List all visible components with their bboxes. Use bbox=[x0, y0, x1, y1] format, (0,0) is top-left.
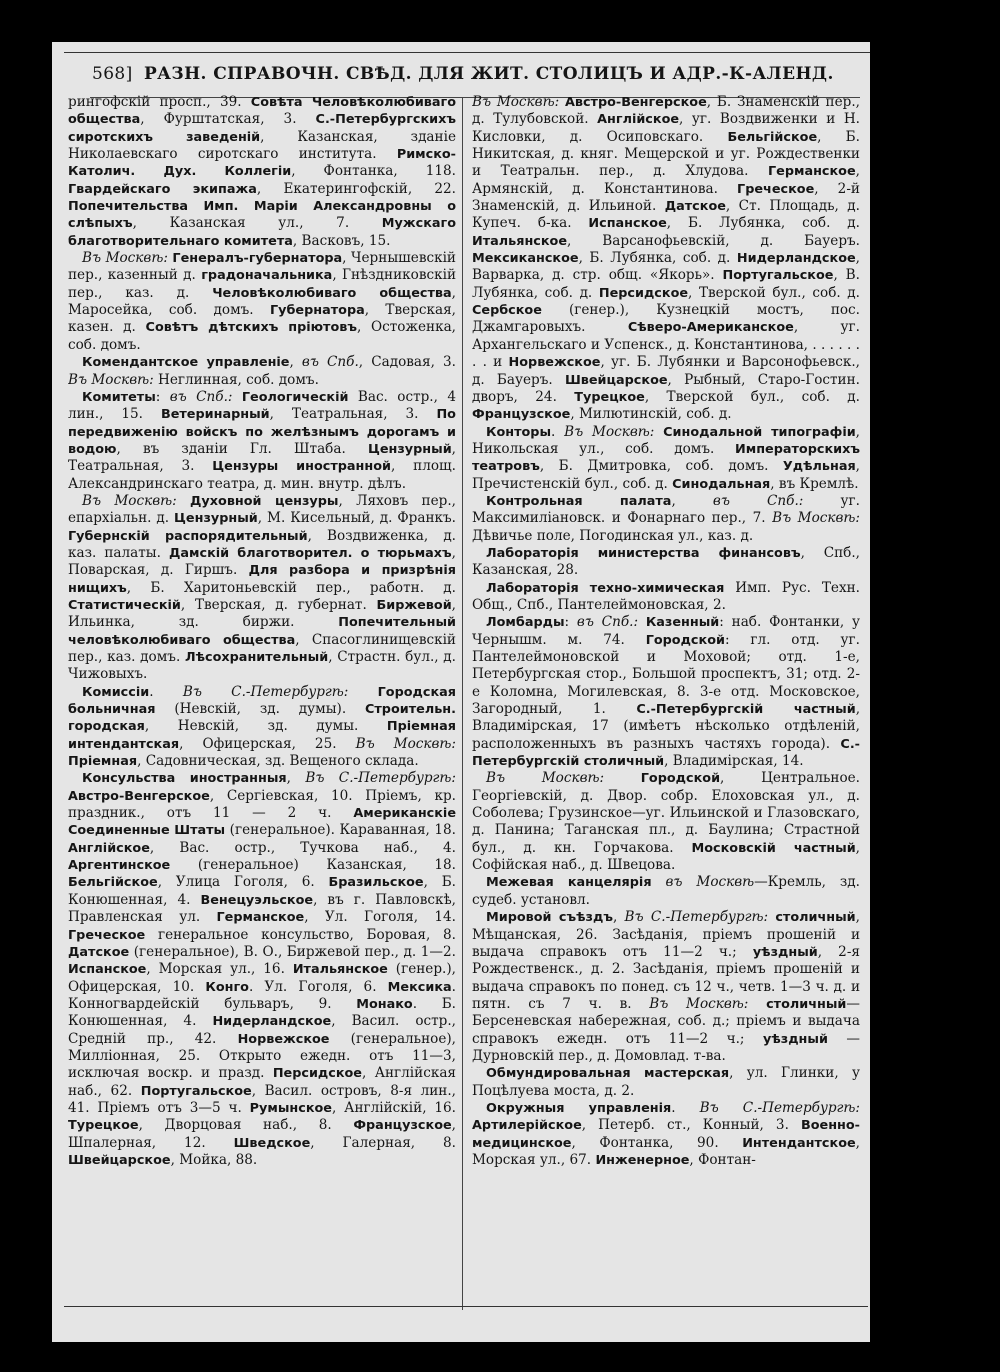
entry-heading: Артилерійское bbox=[472, 1118, 582, 1134]
entry-heading: Синодальной типографіи bbox=[663, 424, 856, 440]
entry-text: . bbox=[149, 683, 183, 700]
entry-heading: Биржевой bbox=[376, 597, 452, 613]
entry-heading: Французское bbox=[353, 1118, 452, 1134]
entry-text: , Софійская наб., д. Швецова. bbox=[472, 839, 860, 874]
entry-heading: Швейцарское bbox=[68, 1152, 171, 1168]
entry-heading: Португальское bbox=[722, 268, 834, 284]
bottom-rule bbox=[64, 1306, 868, 1307]
top-rule bbox=[64, 52, 870, 53]
entry-heading: Интендантское bbox=[742, 1135, 856, 1151]
entry-heading: Англійское bbox=[68, 840, 150, 856]
entry-heading: Лѣсохранительный bbox=[184, 650, 329, 665]
entry-text: , Петерб. ст., Конный, 3. bbox=[581, 1117, 801, 1134]
entry-text: , Спасоглинищевскій пер., каз. домъ. bbox=[68, 631, 456, 665]
entry-heading: Геологическій bbox=[241, 389, 349, 405]
entry-text: , Мойка, 88. bbox=[170, 1151, 258, 1168]
entry-text: , уг. Б. Лубянки и Варсонофьевск., д. Бауеръ. bbox=[472, 354, 860, 388]
entry-text: , въ зданіи Гл. Штаба. bbox=[116, 440, 368, 457]
entry-text: , Васковъ, 15. bbox=[292, 232, 391, 249]
entry-italic: въ Спб. bbox=[301, 354, 359, 371]
entry-heading: Генералъ-губернатора bbox=[172, 251, 343, 267]
entry-text: , Центральное. Георгіевскій, д. Двор. собр. Елоховская ул., д. Соболева; Грузинское—уг. Ильинской и Глазовскаго, д. Панина; Таганская пл., д. Баулина; Страстной бул., д. кн. Горчакова. bbox=[472, 770, 860, 856]
entry-text: . bbox=[671, 1099, 700, 1116]
entry-heading: Строительн. городская bbox=[68, 702, 456, 735]
entry-text: , Садовническая, зд. Вещеного склада. bbox=[137, 753, 419, 770]
paragraph bbox=[472, 1100, 860, 1169]
paragraph bbox=[68, 94, 456, 250]
entry-text: , Морская ул., 16. bbox=[146, 961, 293, 978]
entry-text: , Невскій, зд. думы. bbox=[144, 718, 387, 735]
entry-text: , Офицерская, 25. bbox=[179, 735, 356, 752]
paragraph bbox=[68, 684, 456, 771]
paragraph bbox=[68, 493, 456, 684]
entry-italic: въ Спб.: bbox=[576, 614, 646, 631]
entry-heading: Австро-Венгерское bbox=[564, 95, 707, 110]
entry-text: , Англійская наб., 62. bbox=[68, 1065, 456, 1099]
entry-text: . Ул. Гоголя, 6. bbox=[248, 978, 388, 995]
entry-heading: Сѣверо-Американское bbox=[627, 320, 794, 336]
paragraph bbox=[472, 94, 860, 424]
entry-heading: Попечительный человѣколюбиваго общества bbox=[68, 615, 456, 648]
page-number: 568] bbox=[92, 64, 133, 84]
entry-italic: Въ Москвѣ: bbox=[472, 94, 565, 110]
entry-text bbox=[652, 874, 666, 890]
entry-heading: Дамскій благотворител. о тюрьмахъ bbox=[168, 545, 452, 561]
entry-text: , Спб., Казанская, 28. bbox=[472, 544, 860, 579]
entry-text: , Б. Дмитровка, соб. домъ. bbox=[539, 458, 783, 475]
entry-heading: Греческое bbox=[737, 181, 815, 197]
entry-text: . bbox=[551, 423, 565, 440]
entry-heading: Мексиканское bbox=[472, 251, 579, 267]
entry-heading: С.-Петербургскій столичный bbox=[472, 736, 860, 770]
entry-text: , Ильинка, зд. биржи. bbox=[68, 596, 456, 631]
entry-text: , 2-й Знаменскій, д. Ильиной. bbox=[472, 180, 860, 215]
entry-italic: Въ Москвѣ: bbox=[772, 510, 860, 527]
entry-heading: Мужскаго благотворительнаго комитета bbox=[68, 216, 456, 249]
entry-heading: Бельгійское bbox=[68, 875, 158, 891]
entry-heading: Окружныя управленія bbox=[486, 1100, 672, 1116]
entry-heading: Германское bbox=[767, 164, 856, 180]
entry-text: генеральное консульство, Боровая, 8. bbox=[145, 926, 456, 943]
entry-heading: Ломбарды bbox=[486, 615, 565, 631]
entry-heading: Военно-медицинское bbox=[472, 1118, 860, 1151]
entry-text: , Ул. Гоголя, 14. bbox=[304, 909, 456, 926]
entry-heading: Городской bbox=[640, 771, 721, 787]
entry-heading: Московскій частный bbox=[691, 840, 856, 856]
entry-heading: Инженерное bbox=[595, 1152, 690, 1168]
entry-italic: Въ С.-Петербургѣ: bbox=[305, 770, 456, 787]
entry-heading: Персидское bbox=[272, 1066, 362, 1082]
book-page bbox=[52, 42, 870, 1342]
entry-heading: Бразильское bbox=[328, 875, 424, 891]
entry-heading: Турецкое bbox=[68, 1118, 139, 1134]
entry-text: (генеральное) Казанская, 18. bbox=[170, 857, 456, 874]
entry-text: , Сергіевская, 10. Пріемъ, кр. праздник., отъ 11 — 2 ч. bbox=[68, 787, 456, 822]
entry-text: (генеральное), Милліонная, 25. Открыто ежедн. отъ 11—3, исключая воскр. и празд. bbox=[68, 1030, 456, 1082]
entry-text: : bbox=[155, 388, 170, 405]
entry-heading: Совѣта Человѣколюбиваго общества bbox=[68, 95, 456, 128]
entry-heading: Контрольная палата bbox=[486, 493, 672, 509]
entry-text: , Казанская ул., 7. bbox=[132, 215, 382, 232]
entry-text: , Шпалерная, 12. bbox=[68, 1117, 456, 1151]
entry-italic: Въ Москвѣ: bbox=[564, 423, 664, 440]
entry-heading: Обмундировальная мастерская bbox=[486, 1066, 730, 1082]
paragraph bbox=[472, 909, 860, 1065]
paragraph bbox=[68, 770, 456, 1169]
paragraph bbox=[472, 874, 860, 909]
entry-text: Имп. Рус. Техн. Общ., Спб., Пантелеймоновская, 2. bbox=[472, 579, 860, 613]
entry-text: , въ Кремлѣ. bbox=[770, 475, 859, 492]
entry-text: рингофскій просп., 39. bbox=[68, 94, 251, 110]
entry-text: , Фонтанка, 118. bbox=[291, 163, 456, 180]
entry-text: , Рыбный, Старо-Гостин. дворъ, 24. bbox=[472, 371, 860, 405]
entry-heading: По передвиженію войскъ по желѣзнымъ дорогамъ и водою bbox=[68, 407, 456, 457]
entry-text: , Поварская, д. Гиршъ. bbox=[68, 544, 456, 579]
entry-heading: Консульства иностранныя bbox=[82, 771, 287, 787]
entry-heading: Норвежское bbox=[237, 1031, 330, 1047]
entry-heading: Казенный bbox=[645, 615, 720, 631]
entry-text: , Садовая, 3. bbox=[358, 354, 456, 371]
entry-heading: Аргентинское bbox=[68, 858, 171, 874]
entry-text: , Вас. остр., Тучкова наб., 4. bbox=[149, 839, 456, 856]
entry-text: , въ г. Павловскѣ, Правленская ул. bbox=[68, 891, 456, 926]
entry-text: , Варварка, д. стр. общ. «Якорь». bbox=[472, 250, 860, 284]
entry-text: , Б. Лубянка, соб. д. bbox=[666, 215, 860, 232]
entry-heading: столичный bbox=[766, 996, 847, 1012]
paragraph bbox=[472, 424, 860, 493]
entry-heading: Австро-Венгерское bbox=[68, 788, 210, 804]
entry-text: , Страстн. бул., д. Чижовыхъ. bbox=[68, 649, 456, 683]
entry-heading: Синодальная bbox=[672, 476, 771, 492]
entry-text: , Тверская, д. губернат. bbox=[180, 596, 377, 613]
entry-heading: Губернскій распорядительный bbox=[68, 528, 308, 544]
left-column bbox=[68, 94, 456, 1302]
entry-italic: Въ С.-Петербургѣ: bbox=[624, 909, 776, 926]
entry-text: , bbox=[612, 909, 625, 926]
entry-text: , Владимірская, 14. bbox=[664, 753, 804, 770]
entry-heading: Конго bbox=[205, 979, 249, 995]
entry-text: , Никольская ул., соб. домъ. bbox=[472, 423, 860, 457]
entry-text: , Маросейка, соб. домъ. bbox=[68, 284, 456, 319]
entry-text: —Кремль, зд. судеб. установл. bbox=[472, 874, 860, 908]
entry-italic: Въ Москвѣ: bbox=[82, 492, 191, 509]
entry-italic: Въ Москвѣ: bbox=[486, 770, 641, 787]
entry-text: уг. Максимиліановск. и Фонарнаго пер., 7. bbox=[472, 492, 860, 527]
entry-text: , Пречистенскій бул., соб. д. bbox=[472, 458, 860, 492]
entry-text: , bbox=[286, 770, 306, 787]
entry-heading: Турецкое bbox=[574, 389, 645, 405]
entry-text: , Ст. Площадь, д. Купеч. б-ка. bbox=[472, 198, 860, 232]
entry-heading: Датское bbox=[664, 199, 726, 215]
entry-heading: Городской bbox=[645, 632, 725, 648]
entry-text: , Армянскій, д. Константинова. bbox=[472, 163, 860, 197]
entry-heading: Сербское bbox=[472, 303, 542, 319]
entry-heading: Норвежское bbox=[508, 355, 601, 371]
entry-text: (генер.), Офицерская, 10. bbox=[68, 961, 456, 995]
entry-text: , Б. Харитоньевскій пер., работн. д. bbox=[126, 579, 456, 596]
entry-heading: Испанское bbox=[588, 216, 667, 232]
entry-text: , Васил. остр., Средній пр., 42. bbox=[68, 1013, 456, 1047]
entry-text: , Ляховъ пер., епархіальн. д. bbox=[68, 492, 456, 527]
entry-text: , Гнѣздниковскій пер., каз. д. bbox=[68, 267, 456, 301]
entry-heading: Губернатора bbox=[269, 303, 365, 319]
entry-heading: Германское bbox=[216, 910, 305, 926]
entry-italic: Въ С.-Петербургѣ: bbox=[182, 683, 378, 700]
entry-heading: Швейцарское bbox=[564, 372, 668, 388]
entry-text: Неглинная, соб. домъ. bbox=[158, 371, 319, 388]
entry-text: (генеральное). Караванная, 18. bbox=[225, 822, 456, 839]
paragraph bbox=[472, 1065, 860, 1100]
entry-text: , Воздвиженка, д. каз. палаты. bbox=[68, 527, 456, 561]
entry-heading: Римско-Католич. Дух. Коллегіи bbox=[68, 147, 456, 180]
entry-text: , Остоженка, соб. домъ. bbox=[68, 319, 456, 353]
entry-text: , Владимірская, 17 (имѣетъ нѣсколько отдѣленій, расположенныхъ въ разныхъ частяхъ города). bbox=[472, 701, 860, 752]
entry-text: Вас. остр., 4 лин., 15. bbox=[68, 388, 456, 423]
entry-text: , Театральная, 3. bbox=[269, 406, 437, 423]
entry-text: , Б. Конюшенная, 4. bbox=[68, 874, 456, 908]
entry-heading: Венецуэльское bbox=[200, 892, 314, 908]
entry-text: , Б. Знаменскій пер., д. Тулубовской. bbox=[472, 94, 860, 128]
entry-text: , Галерная, 8. bbox=[310, 1134, 456, 1151]
entry-heading: Духовной цензуры bbox=[190, 493, 339, 509]
paragraph bbox=[472, 580, 860, 615]
entry-italic: въ Спб.: bbox=[712, 492, 841, 509]
entry-text: (генеральное), В. О., Биржевой пер., д. 1—2. bbox=[129, 943, 456, 960]
entry-heading: Персидское bbox=[598, 285, 689, 301]
entry-heading: Греческое bbox=[68, 927, 146, 943]
entry-text: , bbox=[671, 492, 713, 509]
entry-italic: въ Спб.: bbox=[169, 388, 242, 405]
entry-text: : bbox=[564, 614, 577, 631]
entry-heading: Пріемная bbox=[68, 754, 138, 770]
entry-heading: Французское bbox=[472, 407, 571, 423]
entry-heading: Цензурный bbox=[367, 441, 452, 457]
entry-text: , Дворцовая наб., 8. bbox=[138, 1117, 354, 1134]
paragraph bbox=[68, 250, 456, 354]
entry-heading: Лабораторія техно-химическая bbox=[486, 580, 725, 596]
entry-text: (генер.), Кузнецкій мостъ, пос. Джамгаровыхъ. bbox=[472, 302, 860, 336]
entry-heading: Человѣколюбиваго общества bbox=[212, 285, 452, 301]
entry-heading: Мексика bbox=[387, 979, 452, 995]
entry-text: , Б. Никитская, д. княг. Мещерской и уг. Рождественки и Театральн. пер., д. Хлудова. bbox=[472, 128, 860, 180]
entry-text: . Конногвардейскій бульваръ, 9. bbox=[68, 978, 456, 1012]
entry-text: , Чернышевскій пер., казенный д. bbox=[68, 250, 456, 284]
entry-heading: Мировой съѣздъ bbox=[486, 910, 613, 926]
entry-italic: Въ Москвѣ: bbox=[68, 371, 159, 388]
entry-text: , Улица Гоголя, 6. bbox=[157, 874, 329, 891]
entry-text: , уг. Архангельскаго и Успенск., д. Константинова, . . . . . . . . и bbox=[472, 319, 860, 371]
entry-italic: Въ Москвѣ: bbox=[82, 250, 173, 267]
entry-text: , Тверской бул., соб. д. bbox=[688, 284, 860, 301]
entry-text: , Театральная, 3. bbox=[68, 440, 456, 475]
entry-text: Дѣвичье поле, Погодинская ул., каз. д. bbox=[472, 527, 754, 544]
entry-heading: Конторы bbox=[486, 424, 552, 440]
entry-heading: Пріемная интендантская bbox=[68, 719, 456, 752]
entry-heading: Нидерландское bbox=[736, 251, 856, 267]
running-header bbox=[92, 64, 852, 84]
entry-text: , bbox=[289, 354, 302, 371]
entry-heading: градоначальника bbox=[201, 268, 333, 284]
entry-heading: Ветеринарный bbox=[160, 407, 270, 423]
entry-heading: Статистическій bbox=[68, 597, 181, 613]
entry-heading: Монако bbox=[356, 996, 413, 1012]
entry-heading: Американскіе Соединенные Штаты bbox=[68, 806, 456, 839]
entry-text: , Фонтанка, 90. bbox=[571, 1134, 743, 1151]
entry-text: , 2-я Рождественск., д. 2. Засѣданія, пріемъ прошеній и выдача справокъ по понед. съ 12 ч., четв. 1—3 ч. д. и пятн. съ 7 ч. в. bbox=[472, 943, 860, 1012]
entry-text: , Тверская, казен. д. bbox=[68, 302, 456, 336]
entry-heading: Для разбора и призрѣнія нищихъ bbox=[68, 563, 456, 596]
paragraph bbox=[68, 389, 456, 493]
entry-text: , Фурштатская, 3. bbox=[140, 111, 316, 128]
entry-heading: Бельгійское bbox=[727, 129, 818, 145]
entry-heading: Межевая канцелярія bbox=[486, 875, 652, 891]
entry-italic: Въ Москвѣ: bbox=[355, 735, 456, 752]
entry-text: (Невскій, зд. думы). bbox=[155, 701, 365, 718]
entry-text: , Англійскій, 16. bbox=[331, 1099, 456, 1116]
entry-heading: Комендантское управленіе bbox=[82, 355, 290, 371]
entry-text: , Казанская, зданіе Николаевскаго сиротскаго института. bbox=[68, 128, 456, 163]
entry-heading: Итальянское bbox=[472, 233, 568, 249]
entry-text: , М. Кисельный, д. Франкъ. bbox=[257, 510, 456, 527]
entry-text: , Милютинскій, соб. д. bbox=[570, 406, 732, 423]
entry-heading: Императорскихъ театровъ bbox=[472, 441, 860, 475]
entry-heading: Испанское bbox=[68, 962, 147, 978]
entry-text: , Васил. островъ, 8-я лин., 41. Пріемъ отъ 3—5 ч. bbox=[68, 1082, 456, 1116]
paragraph bbox=[472, 493, 860, 545]
entry-heading: Комиссіи bbox=[82, 684, 150, 700]
entry-heading: Датское bbox=[68, 944, 130, 960]
entry-text: , Мѣщанская, 26. Засѣданія, пріемъ прошеній и выдача справокъ отъ 11—2 ч.; bbox=[472, 909, 860, 960]
entry-heading: Итальянское bbox=[292, 962, 388, 978]
entry-text: , Екатерингофскій, 22. bbox=[256, 180, 456, 197]
entry-text: , ул. Глинки, у Поцѣлуева моста, д. 2. bbox=[472, 1065, 860, 1099]
entry-heading: Португальское bbox=[140, 1083, 252, 1099]
entry-heading: Удѣльная bbox=[782, 459, 856, 475]
paragraph bbox=[68, 354, 456, 389]
entry-heading: Лабораторія министерства финансовъ bbox=[486, 545, 801, 561]
entry-heading: столичный bbox=[775, 910, 856, 926]
entry-heading: Нидерландское bbox=[212, 1014, 332, 1030]
entry-heading: уѣздный bbox=[763, 1031, 828, 1047]
running-title: РАЗН. СПРАВОЧН. СВѢД. ДЛЯ ЖИТ. СТОЛИЦЪ И АДР.-К-АЛЕНД. bbox=[144, 64, 834, 84]
entry-text: —Берсеневская набережная, соб. д.; пріемъ и выдача справокъ ежедн. отъ 11—2 ч.; bbox=[472, 995, 860, 1047]
entry-text: : гл. отд. уг. Пантелеймоновской и Моховой; отд. 1-е, Петербургская стор., Большой проспектъ, 31; отд. 2-е Коломна, Могилевская, 8. 3-е отд. Московское, Загородный, 1. bbox=[472, 631, 860, 718]
column-divider bbox=[462, 98, 463, 1310]
entry-text: , Тверской бул., соб. д. bbox=[644, 388, 860, 405]
entry-heading: Комитеты bbox=[82, 389, 156, 405]
entry-heading: С.-Петербургскій частный bbox=[636, 702, 856, 718]
entry-text: , уг. Воздвиженки и Н. Кисловки, д. Осиповскаго. bbox=[472, 111, 860, 145]
right-column bbox=[472, 94, 860, 1302]
paragraph bbox=[472, 770, 860, 874]
entry-heading: Шведское bbox=[233, 1135, 311, 1151]
entry-text: . Б. Конюшенная, 4. bbox=[68, 995, 456, 1030]
entry-heading: Попечительства Имп. Маріи Александровны о слѣпыхъ bbox=[68, 199, 456, 232]
entry-text: , Морская ул., 67. bbox=[472, 1134, 860, 1168]
entry-italic: Въ Москвѣ: bbox=[649, 995, 767, 1012]
entry-heading: Цензуры иностранной bbox=[212, 459, 391, 475]
entry-text: — Дурновскій пер., д. Домовлад. т-ва. bbox=[472, 1030, 860, 1064]
paragraph bbox=[472, 545, 860, 580]
entry-heading: С.-Петербургскихъ сиротскихъ заведеній bbox=[68, 112, 456, 145]
entry-text: , Варсанофьевскій, д. Бауеръ. bbox=[567, 232, 860, 249]
entry-heading: уѣздный bbox=[752, 944, 818, 960]
entry-heading: Совѣтъ дѣтскихъ пріютовъ bbox=[145, 320, 357, 336]
entry-italic: въ Москвѣ bbox=[665, 874, 755, 891]
entry-heading: Англійское bbox=[597, 112, 680, 128]
entry-text: : наб. Фонтанки, у Чернышм. м. 74. bbox=[472, 614, 860, 648]
entry-text: , Фонтан- bbox=[689, 1151, 756, 1168]
entry-text: , В. Лубянка, соб. д. bbox=[472, 267, 860, 301]
entry-text: , Б. Лубянка, соб. д. bbox=[578, 250, 737, 267]
entry-heading: Городская больничная bbox=[68, 684, 456, 718]
entry-heading: Гвардейскаго экипажа bbox=[68, 181, 257, 197]
entry-text: , площ. Александринскаго театра, д. мин. внутр. дѣлъ. bbox=[68, 458, 456, 492]
entry-heading: Румынское bbox=[249, 1100, 332, 1116]
entry-italic: Въ С.-Петербургѣ: bbox=[699, 1099, 860, 1116]
entry-heading: Цензурный bbox=[174, 511, 258, 527]
paragraph bbox=[472, 614, 860, 770]
